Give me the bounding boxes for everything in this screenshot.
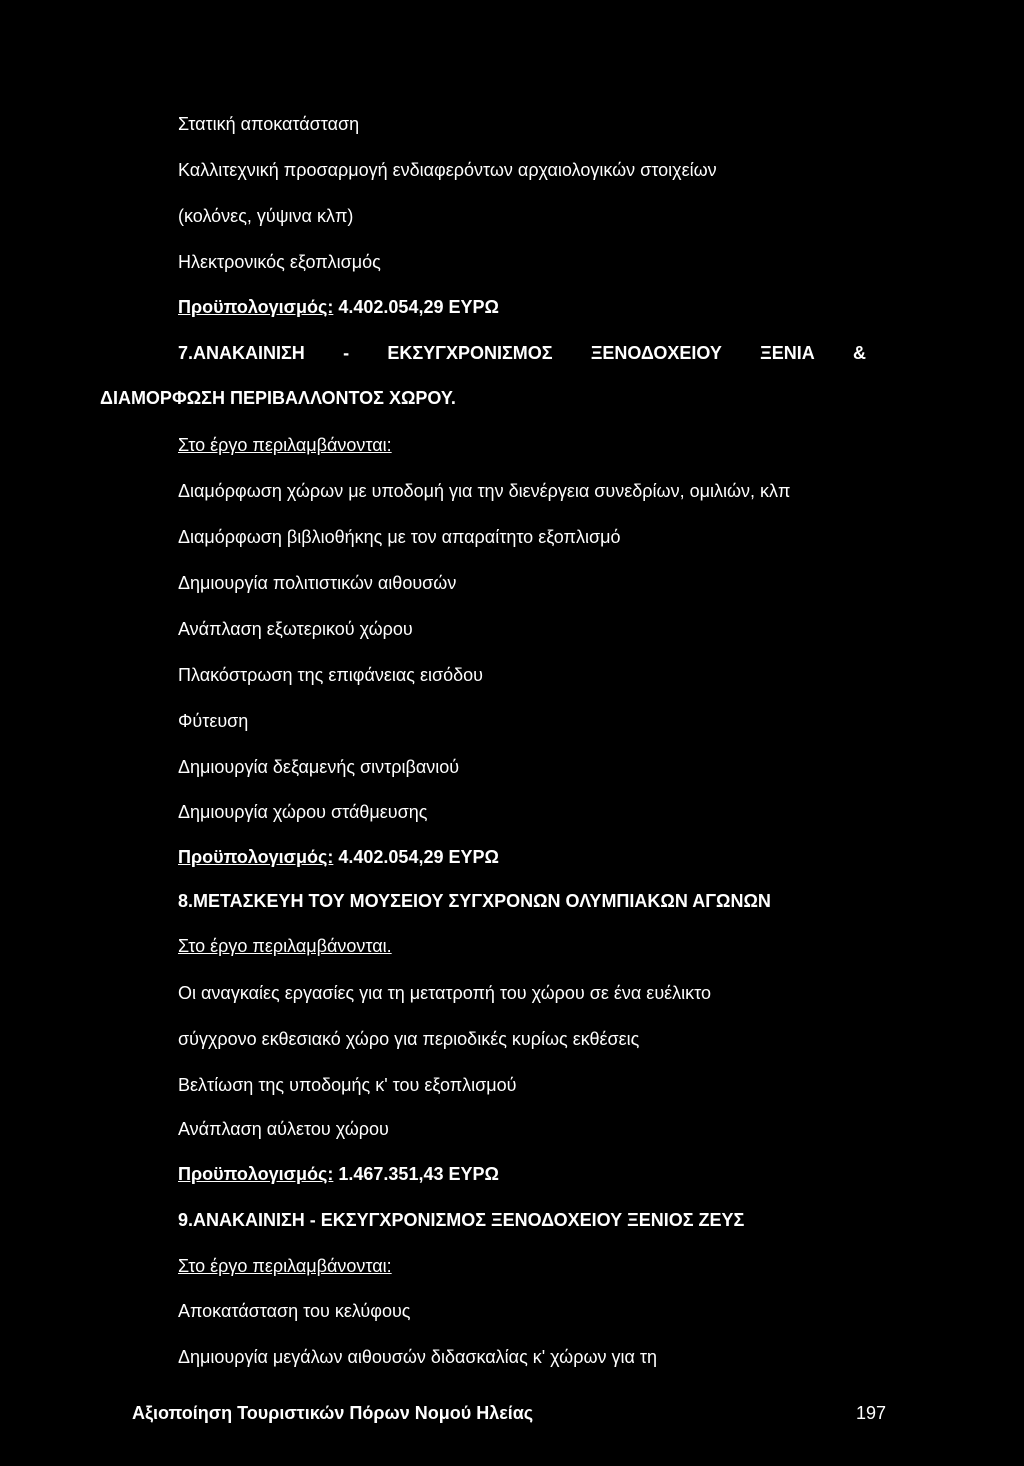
list-item: Δημιουργία μεγάλων αιθουσών διδασκαλίας κ' χώρων για τη [178,1347,658,1367]
budget-label: Προϋπολογισμός: [178,297,334,317]
list-item: Βελτίωση της υποδομής κ' του εξοπλισμού [178,1075,517,1095]
section-heading: 8.ΜΕΤΑΣΚΕΥΗ ΤΟΥ ΜΟΥΣΕΙΟΥ ΣΥΓΧΡΟΝΩΝ ΟΛΥΜΠΙΑΚΩΝ ΑΓΩΝΩΝ [178,891,771,911]
section-heading: 9.ΑΝΑΚΑΙΝΙΣΗ - ΕΚΣΥΓΧΡΟΝΙΣΜΟΣ ΞΕΝΟΔΟΧΕΙΟΥ ΞΕΝΙΟΣ ΖΕΥΣ [178,1210,745,1230]
includes-label: Στο έργο περιλαμβάνονται. [178,936,392,956]
page-footer [132,1402,886,1424]
list-item: Οι αναγκαίες εργασίες για τη μετατροπή του χώρου σε ένα ευέλικτο [178,983,712,1003]
budget-line [178,846,499,868]
budget-line [178,1163,499,1185]
budget-label: Προϋπολογισμός: [178,847,334,867]
list-item: σύγχρονο εκθεσιακό χώρο για περιοδικές κυρίως εκθέσεις [178,1029,640,1049]
text-line: Στατική αποκατάσταση [178,114,360,134]
footer-title: Αξιοποίηση Τουριστικών Πόρων Νομού Ηλείας [132,1403,534,1423]
heading-part: & [853,343,866,363]
list-item: Δημιουργία χώρου στάθμευσης [178,802,428,822]
includes-label: Στο έργο περιλαμβάνονται: [178,1256,392,1276]
heading-part: ΞΕΝΙΑ [760,343,815,363]
budget-value: 1.467.351,43 ΕΥΡΩ [338,1164,499,1184]
list-item: Φύτευση [178,711,249,731]
list-item: Διαμόρφωση βιβλιοθήκης με τον απαραίτητο εξοπλισμό [178,527,621,547]
heading-part: ΕΚΣΥΓΧΡΟΝΙΣΜΟΣ [387,343,553,363]
heading-part: ΞΕΝΟΔΟΧΕΙΟΥ [590,343,722,363]
section-heading-continued: ΔΙΑΜΟΡΦΩΣΗ ΠΕΡΙΒΑΛΛΟΝΤΟΣ ΧΩΡΟΥ. [100,388,456,408]
list-item: Αποκατάσταση του κελύφους [178,1301,411,1321]
text-line: Καλλιτεχνική προσαρμογή ενδιαφερόντων αρχαιολογικών στοιχείων [178,160,717,180]
budget-value: 4.402.054,29 ΕΥΡΩ [338,297,499,317]
includes-label: Στο έργο περιλαμβάνονται: [178,435,392,455]
heading-part: - [343,343,350,363]
budget-label: Προϋπολογισμός: [178,1164,334,1184]
list-item: Πλακόστρωση της επιφάνειας εισόδου [178,665,483,685]
page-number: 197 [855,1403,886,1423]
list-item: Δημιουργία δεξαμενής σιντριβανιού [178,757,460,777]
list-item: Ανάπλαση αύλετου χώρου [178,1119,389,1139]
section-heading [178,342,866,364]
budget-value: 4.402.054,29 ΕΥΡΩ [338,847,499,867]
text-line: Ηλεκτρονικός εξοπλισμός [178,252,381,272]
budget-line [178,296,499,318]
list-item: Ανάπλαση εξωτερικού χώρου [178,619,413,639]
list-item: Διαμόρφωση χώρων με υποδομή για την διενέργεια συνεδρίων, ομιλιών, κλπ [178,481,791,501]
list-item: Δημιουργία πολιτιστικών αιθουσών [178,573,457,593]
text-line: (κολόνες, γύψινα κλπ) [178,206,354,226]
heading-part: 7.ΑΝΑΚΑΙΝΙΣΗ [178,343,305,363]
